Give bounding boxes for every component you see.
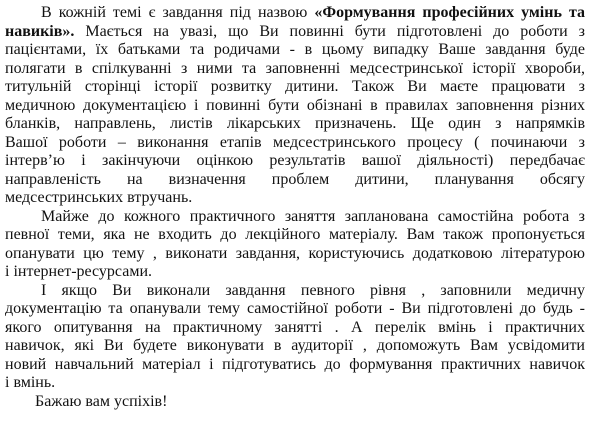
text-line <box>5 60 585 79</box>
text: Вашої роботи – виконання етапів медсестринського процесу ( починаючи з <box>5 133 585 151</box>
text-line <box>5 152 585 171</box>
text: І якщо Ви виконали завдання певного рівня , заповнили медичну <box>41 281 585 299</box>
text-line <box>5 374 585 393</box>
text: певної теми, яка не входить до лекційного матеріалу. Вам також пропонується <box>5 226 585 243</box>
paragraph <box>5 208 585 282</box>
text: направленість на визначення проблем дитини, планування обсягу <box>5 170 585 188</box>
paragraph <box>5 393 585 412</box>
text: медичною документацією і повинні бути обізнані в правилах заповнення різних <box>5 96 585 114</box>
paragraph <box>5 4 585 208</box>
text: Майже до кожного практичного заняття запланована самостійна робота з <box>41 207 585 225</box>
text: В кожній темі є завдання під назвою <box>41 4 315 21</box>
text-line <box>5 208 585 227</box>
text: якого опитування на практичному занятті . А перелік вмінь і практичних <box>5 318 585 336</box>
text-line <box>5 134 585 153</box>
text-line <box>5 41 585 60</box>
text: полягати в спілкуванні з ними та заповненні медсестринської історії хвороби, <box>5 59 585 77</box>
text-line <box>5 115 585 134</box>
text-line <box>5 171 585 190</box>
text-line <box>5 78 585 97</box>
text: інтерв’ю і закінчуючи оцінкою результатів вашої діяльності) передбачає <box>5 152 585 169</box>
text-line <box>5 282 585 301</box>
text: опанувати цю тему , виконати завдання, користуючись додатковою літературою <box>5 244 585 262</box>
text: Мається на увазі, що Ви повинні бути підготовлені до роботи з <box>74 22 585 40</box>
text: медсестринських втручань. <box>5 189 193 206</box>
text-line <box>5 300 585 319</box>
text-line <box>5 97 585 116</box>
bold-text: навиків». <box>5 22 75 40</box>
text-line <box>5 319 585 338</box>
text: навичок, які Ви будете виконувати в аудиторії , допоможуть Вам усвідомити <box>5 337 585 354</box>
text-line <box>5 263 585 282</box>
text: і інтернет-ресурсами. <box>5 263 153 280</box>
text-line <box>5 337 585 356</box>
text-line <box>5 4 585 23</box>
paragraph <box>5 282 585 393</box>
document-body <box>5 4 585 411</box>
text: новий навчальний матеріал і підготуватись до формування практичних навичок <box>5 355 585 373</box>
text: бланків, направлень, листів лікарських призначень. Ще один з напрямків <box>5 115 585 132</box>
text: титульній сторінці історії розвитку дитини. Також Ви маєте працювати з <box>5 78 585 95</box>
bold-text: «Формування професійних умінь та <box>314 4 585 21</box>
text: пацієнтами, їх батьками та родичами - в цьому випадку Ваше завдання буде <box>5 41 585 58</box>
text-line <box>5 23 585 42</box>
text: Бажаю вам успіхів! <box>35 392 168 410</box>
text-line <box>5 393 585 412</box>
text-line <box>5 226 585 245</box>
text-line <box>5 356 585 375</box>
text: документацію та опанували тему самостійної роботи - Ви підготовлені до будь - <box>5 300 585 317</box>
text-line <box>5 189 585 208</box>
text: і вмінь. <box>5 374 56 391</box>
text-line <box>5 245 585 264</box>
